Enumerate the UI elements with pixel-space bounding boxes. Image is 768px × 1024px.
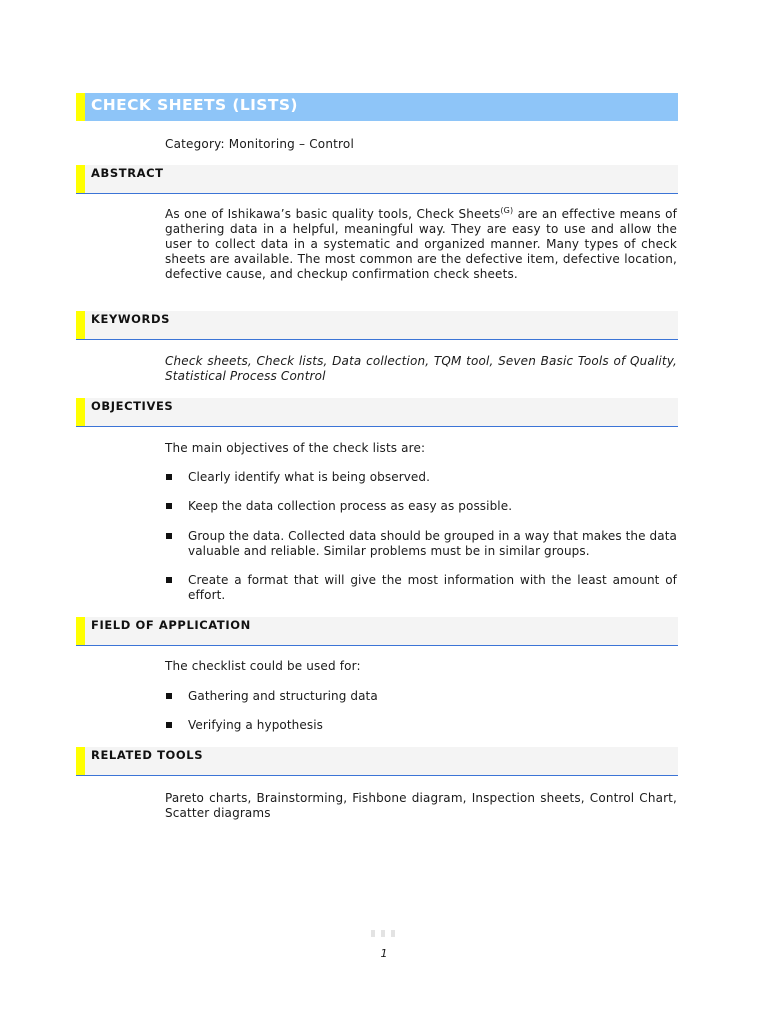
abstract-text-start: As one of Ishikawa’s basic quality tools, Check Sheets [165,207,501,221]
bullet-square-icon [166,722,172,728]
section-heading-text: FIELD OF APPLICATION [91,618,251,632]
list-item [165,470,677,485]
list-item-text: Gathering and structuring data [188,689,378,703]
section-heading-text: RELATED TOOLS [91,748,204,762]
field-intro: The checklist could be used for: [165,659,361,673]
section-heading-abstract [76,165,678,194]
list-item [165,499,677,514]
section-marker [76,398,85,426]
list-item [165,573,677,603]
title-bar [76,93,678,121]
list-item [165,529,677,559]
section-heading-text: OBJECTIVES [91,399,174,413]
bullet-square-icon [166,693,172,699]
section-heading-keywords [76,311,678,340]
section-heading-field-of-application [76,617,678,646]
list-item-text: Verifying a hypothesis [188,718,323,732]
section-heading-text: ABSTRACT [91,166,164,180]
bullet-square-icon [166,474,172,480]
section-marker [76,747,85,775]
related-tools-paragraph: Pareto charts, Brainstorming, Fishbone diagram, Inspection sheets, Control Chart, Scatter diagrams [165,791,677,820]
abstract-paragraph [165,207,677,282]
bullet-square-icon [166,577,172,583]
objectives-intro: The main objectives of the check lists are: [165,441,426,455]
section-heading-objectives [76,398,678,427]
page-number: 1 [380,947,388,960]
section-heading-text: KEYWORDS [91,312,171,326]
category-label: Category: Monitoring – Control [165,137,354,151]
page-title: CHECK SHEETS (LISTS) [91,96,298,114]
footer-dots-icon [371,930,401,938]
list-item [165,689,677,704]
abstract-text-end: are an effective means of gathering data in a helpful, meaningful way. They are easy to use and allow the user to collect data in a systematic and organized manner. Many types of check sheets are available. The most common are the defective item, defective location, defective cause, and checkup confirmation check sheets. [165,207,677,281]
section-marker [76,165,85,193]
list-item-text: Group the data. Collected data should be grouped in a way that makes the data valuable and reliable. Similar problems must be in similar groups. [188,529,677,558]
list-item-text: Keep the data collection process as easy as possible. [188,499,513,513]
title-marker [76,93,85,121]
keywords-paragraph: Check sheets, Check lists, Data collection, TQM tool, Seven Basic Tools of Quality, Statistical Process Control [165,354,677,383]
section-heading-related-tools [76,747,678,776]
section-marker [76,617,85,645]
list-item-text: Create a format that will give the most information with the least amount of effort. [188,573,677,602]
bullet-square-icon [166,533,172,539]
bullet-square-icon [166,503,172,509]
list-item-text: Clearly identify what is being observed. [188,470,431,484]
list-item [165,718,677,733]
section-marker [76,311,85,339]
glossary-marker: (G) [500,206,514,215]
